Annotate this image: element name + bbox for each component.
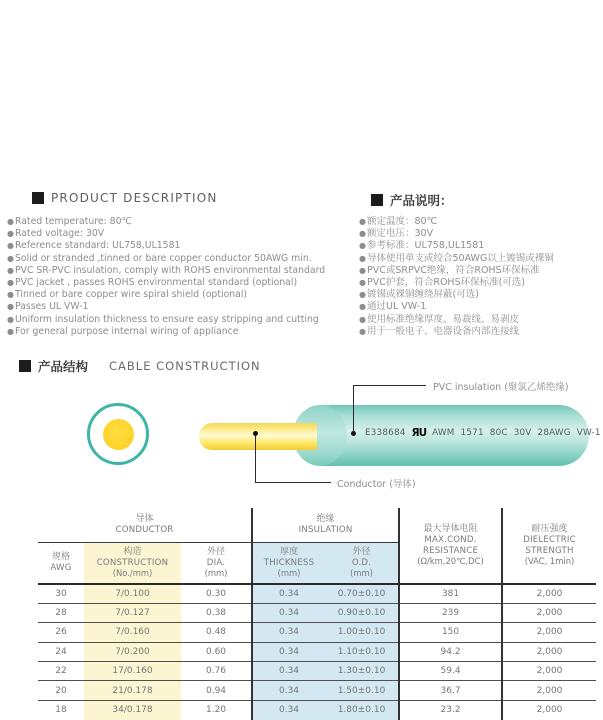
description-item-text: Tinned or bare copper wire spiral shield (optional) [14,289,248,301]
thickness-header-zh: 厚度 [280,546,299,557]
dielectric-column-header [502,508,596,584]
insulation-group-zh: 绝缘 [316,514,335,524]
description-item [7,240,325,252]
notes-item-text: 额定电压：30V [366,228,434,240]
black-square-icon [19,360,31,372]
cell-od: 1.80±0.10 [325,700,399,719]
conductor-callout-dot [253,431,258,436]
cell-dielectric: 2,000 [502,662,596,681]
bullet-icon: ● [7,253,14,263]
dia-column-header [181,542,252,584]
dia-header-unit: (mm) [204,568,228,579]
bullet-icon: ● [7,314,14,324]
description-item [7,277,325,289]
product-description-heading [32,191,218,205]
cell-od: 1.10±0.10 [325,642,399,661]
cell-dia: 0.94 [181,681,252,700]
table-body [38,584,596,720]
bullet-icon: ● [359,241,366,251]
notes-item [359,216,554,228]
bullet-icon: ● [359,314,366,324]
bullet-icon: ● [359,290,366,300]
table-row [38,681,596,700]
dia-header-en: DIA. [206,557,226,568]
cell-thickness: 0.34 [252,623,325,642]
cell-thickness: 0.34 [252,681,325,700]
notes-item-text: PVC或SRPVC绝缘，符合ROHS环保标准 [366,264,540,276]
product-notes-heading [371,191,453,209]
cell-awg: 18 [55,705,67,716]
cell-dia: 0.76 [181,662,252,681]
conductor-rod [199,423,317,450]
description-item-text: PVC jacket , passes ROHS environmental standard (optional) [14,277,298,289]
table-group-header-row [38,508,596,542]
cell-awg: 26 [38,623,84,642]
notes-item-text: 导体使用单支或绞合50AWG以上镀锡或裸铜 [366,252,554,264]
od-column-header [325,542,399,584]
cell-thickness: 0.34 [252,662,325,681]
conductor-callout-line-vertical [255,433,256,483]
black-square-icon [371,194,383,206]
dia-header-zh: 外径 [207,546,226,557]
bullet-icon: ● [7,278,14,288]
bullet-icon: ● [359,253,366,263]
notes-item [359,277,554,289]
description-item-text: Uniform insulation thickness to ensure easy stripping and cutting [14,313,319,325]
description-item-text: Reference standard: UL758,UL1581 [14,240,181,252]
cell-thickness: 0.34 [252,584,325,603]
dielectric-header-unit: (VAC, 1min) [524,556,575,567]
cell-dia: 1.20 [181,700,252,719]
od-header-en: O.D. [351,557,372,568]
cable-construction-title-en: CABLE CONSTRUCTION [109,359,261,373]
construction-header-zh: 构造 [123,546,142,557]
cell-construction: 21/0.178 [84,681,181,700]
cell-thickness: 0.34 [252,642,325,661]
bullet-icon: ● [7,326,14,336]
product-notes-list [359,216,554,338]
bullet-icon: ● [359,217,366,226]
construction-column-header [84,542,181,584]
conductor-label: Conductor (导体) [337,479,416,490]
cell-thickness: 0.34 [252,603,325,622]
construction-header-unit: (No./mm) [112,568,153,579]
cell-dia: 0.38 [181,603,252,622]
description-item [7,289,325,301]
bullet-icon: ● [7,217,14,226]
cell-od: 1.00±0.10 [325,623,399,642]
description-item [7,253,325,265]
description-item-text: Rated voltage: 30V [14,228,105,240]
cell-construction: 17/0.160 [84,662,181,681]
dielectric-header-en: DIELECTRIC [523,535,576,546]
bullet-icon: ● [359,229,366,239]
resistance-header-unit: (Ω/km,20℃,DC) [417,556,484,567]
cell-awg: 20 [38,681,84,700]
cell-dia: 0.60 [181,642,252,661]
thickness-column-header [252,542,325,584]
cell-dia: 0.48 [181,623,252,642]
cable-construction-heading [19,357,261,375]
product-description-title: PRODUCT DESCRIPTION [51,191,218,205]
cable-cross-section-conductor [103,419,134,450]
table-row [38,584,596,603]
cell-dielectric: 2,000 [536,705,563,716]
table-row [38,662,596,681]
description-item-text: For general purpose internal wiring of appliance [14,325,239,337]
notes-item [359,326,554,338]
bullet-icon: ● [7,290,14,300]
insulation-group-en: INSULATION [298,525,353,535]
cell-resistance: 23.2 [399,700,502,719]
cell-awg: 24 [38,642,84,661]
insulation-callout-line-horizontal [353,385,426,386]
cell-awg: 28 [38,603,84,622]
bullet-icon: ● [359,265,366,275]
construction-header-en: CONSTRUCTION [96,557,169,568]
table-row [38,700,596,719]
cell-od: 0.70±0.10 [325,584,399,603]
cell-resistance: 36.7 [399,681,502,700]
notes-item [359,314,554,326]
insulation-group-header [252,508,399,542]
cell-resistance: 239 [399,603,502,622]
conductor-callout-line-horizontal [255,482,331,483]
cell-dielectric: 2,000 [502,642,596,661]
notes-item-text: PVC护套，符合ROHS环保标准(可选) [366,277,526,289]
notes-item [359,240,554,252]
notes-item [359,289,554,301]
cell-thickness: 0.34 [252,700,325,719]
thickness-header-unit: (mm) [277,568,301,579]
cell-construction: 7/0.100 [84,584,181,603]
description-item-text: Solid or stranded ,tinned or bare copper conductor 50AWG min. [14,252,312,264]
thickness-header-en: THICKNESS [263,557,315,568]
notes-item [359,301,554,313]
cell-construction: 34/0.178 [84,700,181,719]
cell-dielectric: 2,000 [502,584,596,603]
resistance-header-en: MAX.COND. [424,535,477,546]
description-item [7,301,325,313]
cell-od: 1.50±0.10 [325,681,399,700]
od-header-unit: (mm) [350,568,373,579]
notes-item-text: 通过UL VW-1 [366,301,427,313]
table-row [38,603,596,622]
product-notes-title: 产品说明： [390,193,453,208]
cell-awg: 30 [38,584,84,603]
dielectric-header-zh: 耐压强度 [531,524,568,535]
notes-item [359,265,554,277]
cable-print [365,426,601,440]
resistance-header-en2: RESISTANCE [422,545,479,556]
cell-resistance: 94.2 [399,642,502,661]
description-item [7,216,325,228]
cable-print-file-number: E338684 [365,428,406,438]
description-item [7,314,325,326]
cable-construction-title-zh: 产品结构 [38,359,89,374]
insulation-callout-line-vertical [353,385,354,434]
specification-table [38,508,596,720]
cell-construction: 7/0.200 [84,642,181,661]
conductor-group-zh: 导体 [135,514,154,524]
cell-resistance: 59.4 [399,662,502,681]
description-item-text: Rated temperature: 80℃ [14,216,132,227]
description-item [7,265,325,277]
od-header-zh: 外径 [352,546,371,557]
cell-dielectric: 2,000 [502,623,596,642]
cell-od: 1.30±0.10 [325,662,399,681]
awg-header-zh: 规格 [51,552,70,562]
awg-column-header [38,542,84,584]
description-item-text: PVC SR-PVC insulation, comply with ROHS environmental standard [14,264,326,276]
cell-resistance: 150 [399,623,502,642]
description-item [7,326,325,338]
table-row [38,642,596,661]
cell-od: 0.90±0.10 [325,603,399,622]
notes-item-text: 额定温度：80℃ [366,216,438,227]
dielectric-header-en2: STRENGTH [525,545,574,556]
bullet-icon: ● [7,302,14,312]
conductor-group-header [38,508,252,542]
bullet-icon: ● [359,326,366,336]
bullet-icon: ● [359,302,366,312]
cell-construction: 7/0.127 [84,603,181,622]
description-item [7,228,325,240]
bullet-icon: ● [7,241,14,251]
resistance-column-header [399,508,502,584]
notes-item-text: 镀锡或裸铜缠绕屏蔽(可选) [366,289,479,301]
cell-dia: 0.30 [181,584,252,603]
cable-print-rating: AWM 1571 80C 30V 28AWG VW-1 [432,428,601,438]
cell-dielectric: 2,000 [502,681,596,700]
bullet-icon: ● [7,229,14,239]
notes-item [359,253,554,265]
cell-awg: 22 [38,662,84,681]
notes-item [359,228,554,240]
table-row [38,623,596,642]
insulation-label: PVC insulation (聚氯乙烯绝缘) [433,382,569,393]
product-description-list [7,216,325,338]
ul-recognized-icon: ЯU [411,427,427,439]
bullet-icon: ● [359,278,366,288]
description-item-text: Passes UL VW-1 [14,301,89,313]
notes-item-text: 使用标准绝缘厚度、易裁线、易剥皮 [366,313,519,325]
bullet-icon: ● [7,265,14,275]
cell-resistance: 381 [399,584,502,603]
black-square-icon [32,192,44,204]
conductor-group-en: CONDUCTOR [115,525,174,535]
cell-construction: 7/0.160 [84,623,181,642]
resistance-header-zh: 最大导体电阻 [423,524,478,535]
awg-header-en: AWG [50,563,72,573]
notes-item-text: 参考标准：UL758,UL1581 [366,240,485,252]
notes-item-text: 用于一般电子、电器设备内部连接线 [366,325,519,337]
cell-dielectric: 2,000 [502,603,596,622]
insulation-callout-dot [351,431,356,436]
